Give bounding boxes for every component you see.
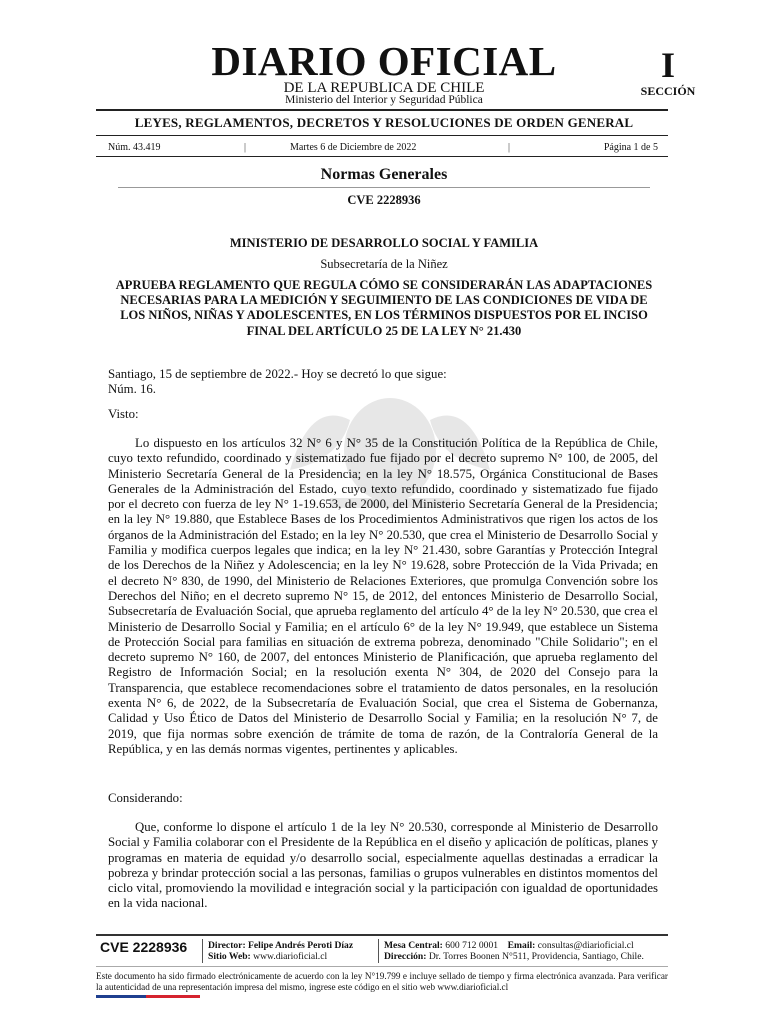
footer-cve: CVE 2228936 [100,939,188,955]
footer-website-link[interactable]: www.diarioficial.cl [253,951,328,962]
section-heading-rule [118,187,650,188]
flag-red-band [146,995,200,998]
footer-legal-note: Este documento ha sido firmado electrónicamente de acuerdo con la ley N°19.799 e incluye sellado de tiempo y firma electrónica avanzada. Para verificar la autenticidad de una representación impresa del mismo, ingrese este código en el sitio web www.diarioficial.cl [96,971,668,992]
subsecretaria: Subsecretaría de la Niñez [320,257,448,271]
masthead-title: DIARIO OFICIAL [211,38,557,84]
footer-divider [202,939,203,963]
footer-note-rule [96,966,668,967]
footer-email-link[interactable]: consultas@diarioficial.cl [537,940,634,951]
footer-address [384,951,644,962]
footer-divider [378,939,379,963]
footer-website [208,951,327,962]
meta-separator: | [244,142,247,153]
footer-address-value: Dr. Torres Boonen N°511, Providencia, Santiago, Chile. [428,951,644,962]
flag-blue-band [96,995,146,998]
visto-paragraph: Lo dispuesto en los artículos 32 N° 6 y N° 35 de la Constitución Política de la República de Chile, cuyo texto refundido, coordinado y sistematizado fue fijado por el decreto supremo N° 100, de 2005, del Ministerio Secretaría General de la Presidencia; en la ley N° 18.575, Orgánica Constitucional de Bases Generales de la Administración del Estado, cuyo texto refundido, coordinado y sistematizado fue fijado por el decreto con fuerza de ley N° 1-19.653, de 2000, del Ministerio Secretaría General de la Presidencia; en la ley N° 19.880, que Establece Bases de los Procedimientos Administrativos que rigen los actos de los órganos de la Administración del Estado; en la ley N° 20.530, que crea el Ministerio de Desarrollo Social y Familia y modifica cuerpos legales que indica; en la ley N° 21.430, sobre Garantías y Protección Integral de los Derechos de la Niñez y Adolescencia; en la ley N° 19.628, sobre Protección de la Vida Privada; en el decreto N° 830, de 1990, del Ministerio de Relaciones Exteriores, que promulga Convención sobre los Derechos del Niño; en el decreto supremo N° 15, de 2012, del entonces Ministerio de Desarrollo Social, Subsecretaría de Evaluación Social, que aprueba reglamento del artículo 4° de la ley N° 20.530, que crea el Ministerio de Desarrollo Social y Familia; en el artículo 6° de la ley N° 19.949, que establece un Sistema de Protección Social para familias en situación de extrema pobreza, denominado "Chile Solidario"; en el decreto supremo N° 160, de 2007, del entonces Ministerio de Planificación, que aprueba reglamento del Registro de Información Social; en la resolución exenta N° 304, de 2020 del Consejo para la Transparencia, que establece recomendaciones sobre el tratamiento de datos personales, en la resolución exenta N° 6, de 2022, de la Subsecretaría de Evaluación Social, que crea el Sistema de Gobernanza, Calidad y Uso Ético de Datos del Ministerio de Desarrollo Social y Familia; en la resolución N° 7, de 2019, que fija normas sobre exención de trámite de toma de razón, de la Contraloría General de la República, y en las demás normas vigentes, pertinentes y aplicables. [108,436,658,756]
considerando-label: Considerando: [108,791,183,805]
section-heading: Normas Generales [320,166,448,183]
footer-director-label: Director: [208,940,246,951]
considerando-paragraph: Que, conforme lo dispone el artículo 1 de la ley N° 20.530, corresponde al Ministerio de Desarrollo Social y Familia colaborar con el Presidente de la República en el diseño y aplicación de políticas, planes y programas en materia de equidad y/o desarrollo social, especialmente aquellas destinadas a erradicar la pobreza y brindar protección social a las personas, familias o grupos vulnerables en distintos momentos del ciclo vital, promoviendo la movilidad e integración social y la participación con igualdad de oportunidades en la vida nacional. [108,820,658,911]
footer-email-label: Email: [507,940,536,951]
masthead-ministry: Ministerio del Interior y Seguridad Pública [285,94,483,106]
ministry-heading: MINISTERIO DE DESARROLLO SOCIAL Y FAMILIA [229,236,539,250]
footer-director [208,940,353,951]
visto-label: Visto: [108,407,139,421]
page-indicator: Página 1 de 5 [603,142,658,153]
date-line: Santiago, 15 de septiembre de 2022.- Hoy se decretó lo que sigue: [108,367,447,381]
footer-address-label: Dirección: [384,951,427,962]
issue-date: Martes 6 de Diciembre de 2022 [290,142,417,153]
section-numeral: I [660,45,675,85]
section-label: SECCIÓN [640,84,696,98]
footer-mesa-value: 600 712 0001 [445,940,499,951]
decree-title: APRUEBA REGLAMENTO QUE REGULA CÓMO SE CONSIDERARÁN LAS ADAPTACIONES NECESARIAS PARA LA MEDICIÓN Y SEGUIMIENTO DE LAS CONDICIONES DE VIDA DE LOS NIÑOS, NIÑAS Y ADOLESCENTES, EN LOS TÉRMINOS DISPUESTOS POR EL INCISO FINAL DEL ARTÍCULO 25 DE LA LEY N° 21.430 [115,278,653,338]
banner-rule-bottom [96,135,668,136]
decree-number-line: Núm. 16. [108,382,156,396]
footer-rule [96,934,668,936]
cve-heading: CVE 2228936 [347,193,421,207]
meta-rule-bottom [96,156,668,157]
issue-number: Núm. 43.419 [108,142,161,153]
footer-contact [384,940,634,951]
masthead-rule-top [96,109,668,111]
masthead-subtitle: DE LA REPUBLICA DE CHILE [283,80,485,96]
banner: LEYES, REGLAMENTOS, DECRETOS Y RESOLUCIONES DE ORDEN GENERAL [134,115,634,130]
meta-separator: | [508,142,511,153]
footer-director-value: Felipe Andrés Peroti Díaz [248,940,354,951]
footer-website-label: Sitio Web: [208,951,251,962]
footer-mesa-label: Mesa Central: [384,940,443,951]
flag-stripe [96,995,200,998]
